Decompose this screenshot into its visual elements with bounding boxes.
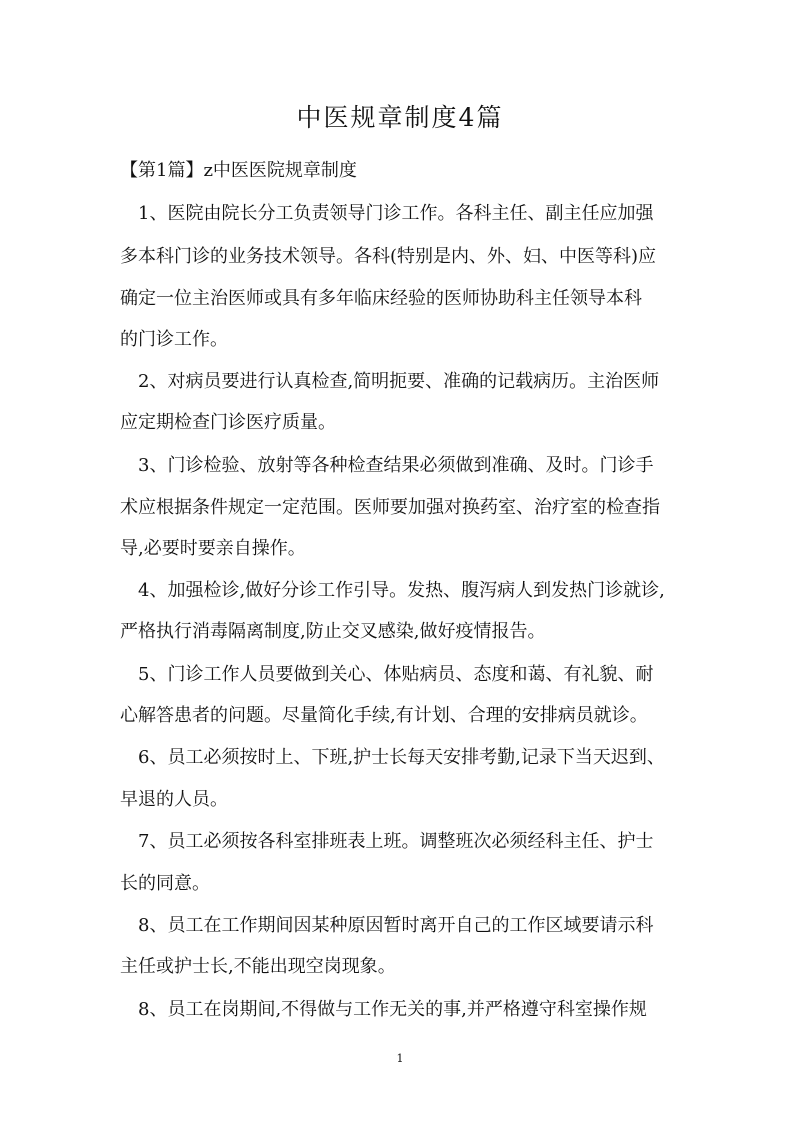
document-title: 中医规章制度4篇 [296,103,504,132]
paragraph-line: 5、门诊工作人员要做到关心、体贴病员、态度和蔼、有礼貌、耐 [138,664,654,685]
paragraph-line: 8、员工在岗期间,不得做与工作无关的事,并严格遵守科室操作规 [138,999,647,1020]
paragraph-line: 的门诊工作。 [120,329,228,350]
paragraph-line: 早退的人员。 [120,789,228,810]
paragraph-line: 7、员工必须按各科室排班表上班。调整班次必须经科主任、护士 [138,831,654,852]
paragraph-line: 3、门诊检验、放射等各种检查结果必须做到准确、及时。门诊手 [138,455,654,476]
paragraph-line: 1、医院由院长分工负责领导门诊工作。各科主任、副主任应加强 [138,203,654,224]
paragraph-line: 2、对病员要进行认真检查,简明扼要、准确的记载病历。主治医师 [138,371,660,392]
paragraph-line: 4、加强检诊,做好分诊工作引导。发热、腹泻病人到发热门诊就诊, [138,580,665,601]
paragraph-line: 多本科门诊的业务技术领导。各科(特别是内、外、妇、中医等科)应 [120,246,657,267]
paragraph-line: 8、员工在工作期间因某种原因暂时离开自己的工作区域要请示科 [138,915,654,936]
section-heading: 【第1篇】z中医医院规章制度 [120,160,357,181]
paragraph-line: 长的同意。 [120,873,210,894]
paragraph-line: 确定一位主治医师或具有多年临床经验的医师协助科主任领导本科 [120,288,642,309]
paragraph-line: 心解答患者的问题。尽量简化手续,有计划、合理的安排病员就诊。 [120,705,648,726]
paragraph-line: 应定期检查门诊医疗质量。 [120,412,336,433]
page-number: 1 [396,1052,404,1065]
paragraph-line: 术应根据条件规定一定范围。医师要加强对换药室、治疗室的检查指 [120,497,660,518]
paragraph-line: 主任或护士长,不能出现空岗现象。 [120,956,396,977]
paragraph-line: 严格执行消毒隔离制度,防止交叉感染,做好疫情报告。 [120,621,546,642]
paragraph-line: 导,必要时要亲自操作。 [120,538,306,559]
paragraph-line: 6、员工必须按时上、下班,护士长每天安排考勤,记录下当天迟到、 [138,747,665,768]
